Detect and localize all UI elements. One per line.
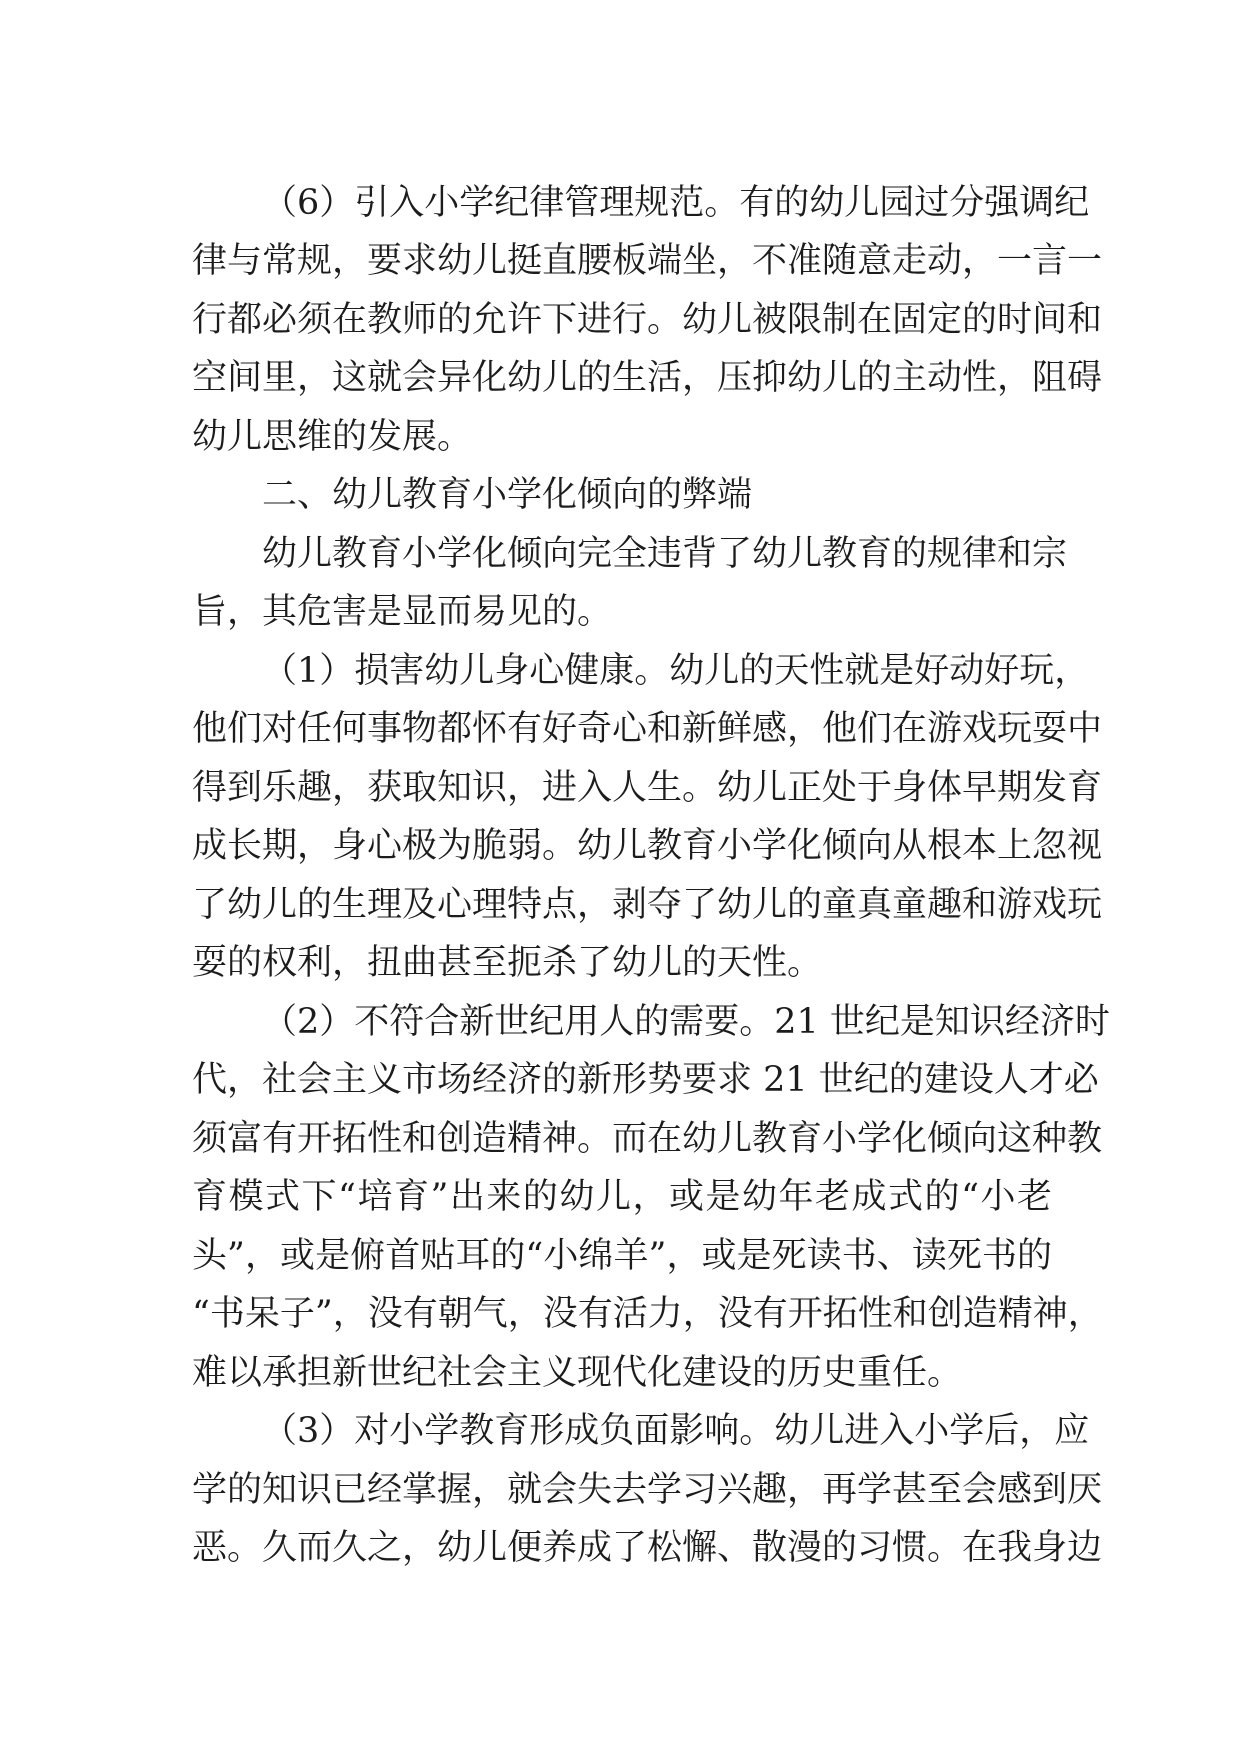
paragraph-line: 幼儿教育小学化倾向完全违背了幼儿教育的规律和宗 bbox=[262, 534, 1068, 574]
paragraph-line: 行都必须在教师的允许下进行。幼儿被限制在固定的时间和 bbox=[192, 300, 1103, 340]
paragraph-line: 幼儿思维的发展。 bbox=[192, 417, 473, 457]
paragraph-line: 律与常规，要求幼儿挺直腰板端坐，不准随意走动，一言一 bbox=[192, 241, 1103, 281]
paragraph-line: （6）引入小学纪律管理规范。有的幼儿园过分强调纪 bbox=[262, 183, 1090, 223]
paragraph-line: （3）对小学教育形成负面影响。幼儿进入小学后，应 bbox=[262, 1411, 1090, 1451]
paragraph-line: 须富有开拓性和创造精神。而在幼儿教育小学化倾向这种教 bbox=[192, 1119, 1103, 1159]
paragraph-line: 育模式下“培育”出来的幼儿，或是幼年老成式的“小老 bbox=[192, 1177, 1052, 1217]
paragraph-line: 代，社会主义市场经济的新形势要求 21 世纪的建设人才必 bbox=[192, 1060, 1099, 1100]
paragraph-line: 成长期，身心极为脆弱。幼儿教育小学化倾向从根本上忽视 bbox=[192, 826, 1103, 866]
paragraph-line: 他们对任何事物都怀有好奇心和新鲜感，他们在游戏玩耍中 bbox=[192, 709, 1103, 749]
paragraph-line: 旨，其危害是显而易见的。 bbox=[192, 592, 613, 632]
paragraph-line: （1）损害幼儿身心健康。幼儿的天性就是好动好玩， bbox=[262, 651, 1090, 691]
paragraph-line: 头”，或是俯首贴耳的“小绵羊”，或是死读书、读死书的 bbox=[192, 1236, 1052, 1276]
paragraph-line: “书呆子”，没有朝气，没有活力，没有开拓性和创造精神， bbox=[192, 1294, 1103, 1334]
paragraph-line: 恶。久而久之，幼儿便养成了松懈、散漫的习惯。在我身边 bbox=[192, 1528, 1103, 1568]
section-heading: 二、幼儿教育小学化倾向的弊端 bbox=[262, 475, 753, 515]
paragraph-line: 难以承担新世纪社会主义现代化建设的历史重任。 bbox=[192, 1353, 963, 1393]
paragraph-line: 学的知识已经掌握，就会失去学习兴趣，再学甚至会感到厌 bbox=[192, 1470, 1103, 1510]
paragraph-line: 空间里，这就会异化幼儿的生活，压抑幼儿的主动性，阻碍 bbox=[192, 358, 1103, 398]
paragraph-line: 得到乐趣，获取知识，进入人生。幼儿正处于身体早期发育 bbox=[192, 768, 1103, 808]
paragraph-line: 了幼儿的生理及心理特点，剥夺了幼儿的童真童趣和游戏玩 bbox=[192, 885, 1103, 925]
paragraph-line: （2）不符合新世纪用人的需要。21 世纪是知识经济时 bbox=[262, 1002, 1110, 1042]
paragraph-line: 耍的权利，扭曲甚至扼杀了幼儿的天性。 bbox=[192, 943, 823, 983]
